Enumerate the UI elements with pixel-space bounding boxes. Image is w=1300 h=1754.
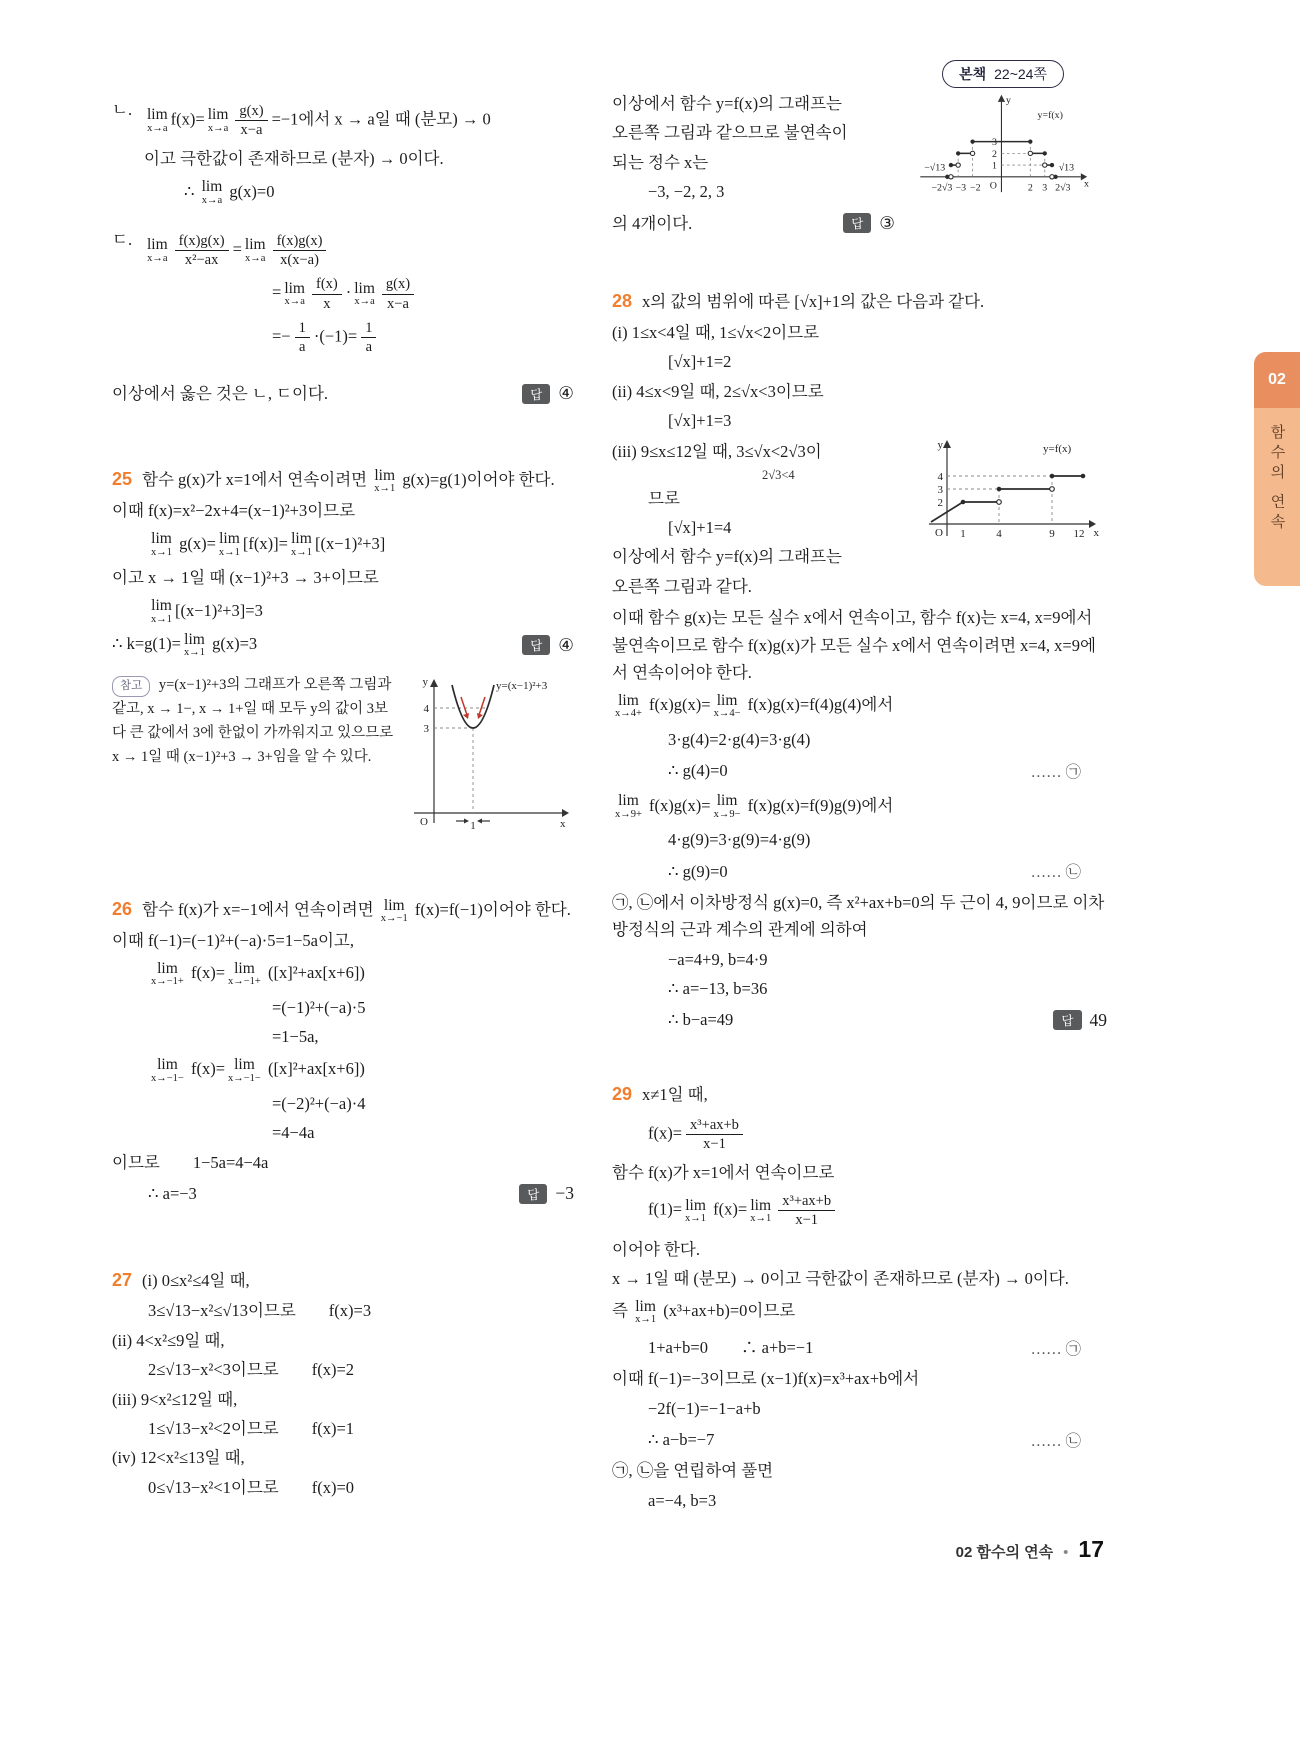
math-text: · (345, 282, 352, 302)
x-tick-9: 9 (1049, 528, 1055, 541)
limit-operator: lim x→a (354, 279, 375, 307)
case-text: (ii) 4≤x<9일 때, 2≤√x<3이므로 (612, 381, 824, 401)
limit-operator: lim x→1 (685, 1196, 707, 1224)
math-text: 3·g(4)=2·g(4)=3·g(4) (668, 729, 811, 749)
equation-tag: …… ㉡ (1030, 864, 1081, 882)
header-page-badge (942, 60, 1064, 88)
problem-intro (112, 465, 574, 495)
solution-text: 되는 정수 x는 (612, 152, 709, 172)
math-text: a=−4, b=3 (648, 1490, 717, 1510)
tagged-line (612, 755, 1107, 786)
fraction: $\frac{f(x)g(x)}{x(x-a)}$ (273, 232, 327, 269)
math-line (148, 531, 574, 559)
math-text: ∴ a−b=−7 (648, 1430, 715, 1450)
math-text: ∴ (184, 181, 199, 201)
math-text: ∴ b−a=49 (668, 1010, 734, 1030)
limit-operator: lim x→1 (635, 1298, 657, 1326)
limit-operator: lim x→−1− (151, 1056, 184, 1084)
case-result: [√x]+1=4 (668, 518, 732, 537)
limit-operator: lim x→9+ (615, 792, 642, 820)
fraction: $\frac{\text{x³+ax+b}}{x-1}$ (778, 1192, 835, 1229)
math-line (112, 631, 257, 659)
math-text: ∴ g(9)=0 (668, 861, 728, 881)
problem-intro (612, 1080, 1107, 1110)
y-axis-label: y (422, 675, 428, 688)
math-text: [f(x)]= (242, 533, 288, 553)
math-line (612, 793, 1107, 821)
case-result: 1≤√13−x²<2이므로 f(x)=1 (148, 1418, 355, 1438)
answer-badge: 답 (519, 1184, 547, 1204)
problem-27 (112, 1266, 574, 1502)
x-tick-2: 2 (1027, 182, 1033, 194)
fraction: $\frac{f(x)}{x}$ (312, 275, 342, 312)
axes (414, 679, 569, 823)
math-text: f(1)= (648, 1199, 683, 1219)
solution-text: x → 1일 때 (분모) → 0이고 극한값이 존재하므로 (분자) → 0이다. (612, 1268, 1069, 1288)
math-line (612, 1298, 1107, 1326)
math-text: ∴ a=−3 (148, 1184, 197, 1204)
right-column (612, 88, 1107, 1516)
problem-26 (112, 895, 574, 1210)
y-tick-3: 3 (423, 722, 429, 735)
answer-line (612, 1004, 1107, 1035)
problem-29 (612, 1080, 1107, 1514)
math-text: f(x)g(x)=f(9)g(9)에서 (743, 795, 894, 815)
x-tick-2sqrt3: 2√3 (1055, 182, 1071, 194)
answer-badge: 답 (522, 635, 550, 655)
fraction: $\frac{g(x)}{x-a}$ (235, 102, 267, 139)
limit-operator: lim x→−1+ (228, 959, 261, 988)
math-text: =− (272, 326, 291, 346)
item-marker: ㄷ. (112, 230, 133, 250)
case-result: [√x]+1=2 (668, 352, 732, 372)
problem-number: 29 (612, 1083, 633, 1104)
case-3-with-graph (612, 436, 1107, 602)
answer-line (112, 1178, 574, 1209)
note-text: y=(x−1)²+3의 그래프가 오른쪽 그림과 같고, x → 1−, x → 1+일 때 모두 y의 값이 3보다 큰 값에서 3에 한없이 가까워지고 있으므로 x → 1일 때 (x−1)²+3 → 3+임을 알 수 있다. (112, 676, 394, 766)
math-text: −3, −2, 2, 3 (648, 182, 725, 202)
reference-note (112, 673, 574, 835)
note-text-block (112, 673, 402, 835)
y-tick-2: 2 (991, 148, 997, 160)
chapter-side-tab (1254, 352, 1300, 586)
limit-operator: lim x→−1− (228, 1056, 261, 1084)
case-text: (iv) 12<x²≤13일 때, (112, 1448, 245, 1468)
curve-label: y=f(x) (1037, 110, 1063, 122)
answer-line (612, 208, 895, 239)
math-text: =−1에서 x → a일 때 (분모) → 0 (271, 109, 491, 129)
solution-text: 이상에서 함수 y=f(x)의 그래프는 (612, 547, 842, 567)
solution-text: 오른쪽 그림과 같다. (612, 576, 752, 596)
case-result: 0≤√13−x²<1이므로 f(x)=0 (148, 1477, 355, 1497)
math-text: ([x]²+ax[x+6]) (263, 1059, 365, 1079)
answer-badge: 답 (1053, 1010, 1081, 1030)
math-text: f(x)= (170, 109, 205, 129)
tagged-line (612, 856, 1107, 887)
x-axis-label: x (1084, 178, 1089, 190)
x-tick-neg-sqrt13: −√13 (924, 162, 946, 174)
x-tick-sqrt13: √13 (1058, 162, 1075, 174)
math-text: f(x)= (186, 963, 226, 983)
solution-text: ㉠, ㉡을 연립하여 풀면 (612, 1461, 774, 1481)
limit-operator: lim x→a (201, 178, 223, 206)
answer (519, 1183, 574, 1204)
math-text: −a=4+9, b=4·9 (668, 949, 768, 969)
step-segments (931, 474, 1085, 522)
chapter-number: 02 (1254, 352, 1300, 408)
solution-text: 의 4개이다. (612, 213, 693, 233)
answer-value: ③ (879, 212, 895, 233)
equation-tag: …… ㉠ (1030, 1340, 1081, 1358)
solution-text: 오른쪽 그림과 같으므로 불연속이 (612, 123, 848, 143)
solution-text: 이때 함수 g(x)는 모든 실수 x에서 연속이고, 함수 f(x)는 x=4, x=9에서 불연속이므로 함수 f(x)g(x)가 모든 실수 x에서 연속이려면 x=4, x=9에서 연속이어야 한다. (612, 608, 1096, 682)
parabola-graph (402, 673, 574, 835)
problem-28 (612, 287, 1107, 1036)
item-marker: ㄴ. (112, 100, 133, 119)
answer (1053, 1010, 1107, 1031)
math-text: 4·g(9)=3·g(9)=4·g(9) (668, 830, 811, 850)
solution-text: 이어야 한다. (612, 1239, 700, 1259)
intro-text: 함수 f(x)가 x=−1에서 연속이려면 (142, 899, 378, 919)
chapter-title-vertical: 함수의 연속 (1268, 424, 1286, 534)
case-text: (ii) 4<x²≤9일 때, (112, 1330, 225, 1350)
origin-label: O (420, 815, 428, 828)
footer-separator: • (1063, 1544, 1069, 1561)
answer-badge: 답 (522, 384, 550, 404)
math-text: g(x)=3 (207, 634, 258, 654)
case-result: 2≤√13−x²<3이므로 f(x)=2 (148, 1360, 355, 1380)
math-text: 즉 (612, 1301, 633, 1321)
answer-value: ④ (558, 634, 574, 655)
math-text: g(x)= (175, 533, 216, 553)
limit-operator: lim x→−1+ (151, 959, 184, 988)
math-line (648, 1192, 1107, 1229)
curve-label: y=(x−1)²+3 (496, 679, 548, 692)
solution-text: 이때 f(x)=x²−2x+4=(x−1)²+3이므로 (112, 501, 356, 521)
problem-25 (112, 465, 574, 834)
math-text: f(x)= (709, 1199, 748, 1219)
limit-operator: lim x→4+ (615, 692, 642, 720)
problem-number: 25 (112, 469, 133, 490)
case-text: 므로 (648, 488, 680, 508)
math-text: g(x)=0 (225, 181, 275, 201)
x-tick-neg-2: −2 (970, 182, 981, 194)
limit-operator: lim x→a (207, 106, 229, 134)
answer (522, 635, 574, 656)
x-tick-12: 12 (1073, 528, 1085, 541)
problem-24-conclusion (612, 88, 1107, 239)
page-footer (956, 1536, 1104, 1563)
case-result: [√x]+1=3 (668, 410, 732, 430)
limit-operator: lim x→1 (750, 1196, 772, 1224)
answer-value: ④ (558, 383, 574, 404)
math-text: ∴ a=−13, b=36 (668, 979, 768, 999)
math-text: =(−2)²+(−a)·4 (272, 1094, 366, 1114)
limit-operator: lim x→1 (290, 530, 312, 558)
math-text: =(−1)²+(−a)·5 (272, 997, 366, 1017)
answer-value: 49 (1089, 1009, 1107, 1030)
math-line (648, 1116, 1107, 1153)
math-text: =4−4a (272, 1123, 315, 1143)
y-tick-1: 1 (991, 160, 997, 172)
limit-operator: lim x→1 (151, 597, 172, 625)
math-text: (x³+ax+b)=0이므로 (659, 1301, 796, 1321)
intro-text: x의 값의 범위에 따른 [√x]+1의 값은 다음과 같다. (642, 291, 985, 311)
answer-value: −3 (555, 1183, 574, 1204)
y-axis-label: y (937, 439, 943, 452)
x-tick-1: 1 (470, 819, 476, 832)
math-text: f(x)g(x)= (644, 695, 711, 715)
math-line (612, 692, 1107, 720)
x-tick-1: 1 (960, 528, 966, 541)
math-text: f(x)= (648, 1123, 683, 1143)
x-tick-3: 3 (1042, 182, 1048, 194)
math-text: = (232, 239, 242, 259)
math-line (272, 275, 574, 312)
solution-text: 함수 f(x)가 x=1에서 연속이므로 (612, 1162, 835, 1182)
math-text: ∴ k=g(1)= (112, 634, 181, 654)
math-line (148, 960, 574, 988)
solution-text: 이때 f(−1)=−3이므로 (x−1)f(x)=x³+ax+b에서 (612, 1369, 920, 1389)
note-badge: 참고 (112, 676, 150, 697)
limit-operator: lim x→1 (183, 631, 205, 659)
math-text: =1−5a, (272, 1027, 319, 1047)
math-line (148, 1056, 574, 1084)
y-tick-4: 4 (423, 702, 429, 715)
step-function-graph-24 (895, 88, 1107, 216)
math-text: 1+a+b=0 ∴ a+b=−1 (648, 1337, 814, 1357)
case-text: (i) 0≤x²≤4일 때, (142, 1270, 250, 1290)
fraction: $\frac{g(x)}{x-a}$ (382, 275, 414, 312)
answer-line (112, 631, 574, 659)
problem-intro (112, 895, 574, 925)
limit-operator: lim x→a (147, 236, 168, 264)
fraction: $\frac{f(x)g(x)}{\text{x²−ax}}$ (175, 232, 229, 269)
footer-chapter: 02 함수의 연속 (955, 1544, 1054, 1561)
origin-label: O (935, 527, 943, 540)
answer-badge: 답 (843, 213, 871, 233)
x-axis-label: x (1093, 527, 1099, 540)
y-tick-3: 3 (937, 484, 943, 497)
limit-operator: lim x→1 (151, 530, 172, 558)
intro-text: g(x)=g(1)이어야 한다. (398, 470, 555, 490)
case-result: 3≤√13−x²≤√13이므로 f(x)=3 (148, 1301, 372, 1321)
step-function-graph-28 (917, 436, 1107, 548)
intro-text: f(x)=f(−1)이어야 한다. (410, 899, 571, 919)
solution-text: ㉠, ㉡에서 이차방정식 g(x)=0, 즉 x²+ax+b=0의 두 근이 4, 9이므로 이차방정식의 근과 계수의 관계에 의하여 (612, 892, 1105, 940)
x-tick-neg-3: −3 (955, 182, 967, 194)
limit-operator: lim x→−1 (380, 896, 408, 924)
fraction: $\frac{1}{a}$ (361, 319, 376, 356)
summary-text: 이상에서 옳은 것은 ㄴ, ㄷ이다. (112, 383, 329, 403)
footer-page-number: 17 (1078, 1536, 1104, 1562)
math-text: [(x−1)²+3] (314, 533, 386, 553)
answer-line (112, 378, 574, 409)
math-line (184, 179, 574, 207)
x-axis-label: x (560, 817, 566, 830)
parabola-curve (452, 685, 494, 728)
limit-operator: lim x→a (284, 279, 305, 307)
math-text: ([x]²+ax[x+6]) (263, 963, 365, 983)
limit-operator: lim x→a (147, 106, 168, 134)
y-axis-label: y (1005, 94, 1011, 106)
left-column (112, 96, 574, 1503)
problem-number: 28 (612, 290, 633, 311)
solution-item-d (112, 226, 574, 362)
math-text: −2f(−1)=−1−a+b (648, 1398, 761, 1418)
math-text: ∴ g(4)=0 (668, 761, 728, 781)
solution-text: 이때 f(−1)=(−1)²+(−a)·5=1−5a이고, (112, 930, 354, 950)
y-tick-4: 4 (937, 471, 943, 484)
math-text: 이므로 1−5a=4−4a (112, 1152, 269, 1172)
y-tick-3: 3 (991, 137, 997, 149)
header-badge-pages: 22~24쪽 (994, 66, 1047, 82)
equation-tag: …… ㉡ (1030, 1432, 1081, 1450)
origin-label: O (989, 180, 997, 192)
answer (522, 383, 574, 404)
limit-operator: lim x→4− (713, 692, 741, 720)
math-text: f(x)= (186, 1059, 226, 1079)
problem-number: 26 (112, 898, 133, 919)
math-text: ·(−1)= (313, 326, 358, 346)
fraction: $\frac{\text{x³+ax+b}}{x-1}$ (686, 1116, 743, 1153)
tagged-line (612, 1332, 1107, 1363)
intro-text: 함수 g(x)가 x=1에서 연속이려면 (142, 470, 372, 490)
math-text: = (272, 282, 282, 302)
math-line (148, 598, 574, 626)
limit-operator: lim x→1 (218, 530, 240, 558)
limit-operator: lim x→a (244, 236, 266, 264)
intro-text: x≠1일 때, (642, 1084, 708, 1104)
fraction: $\frac{1}{a}$ (295, 319, 310, 356)
math-line (272, 319, 574, 356)
math-line (144, 102, 574, 139)
answer (843, 213, 895, 234)
solution-text: 이고 극한값이 존재하므로 (분자) → 0이다. (144, 149, 444, 169)
x-tick-4: 4 (996, 528, 1002, 541)
math-text: f(x)g(x)= (644, 795, 711, 815)
limit-operator: lim x→1 (374, 467, 396, 495)
problem-intro (612, 287, 1107, 317)
tagged-line (612, 1424, 1107, 1455)
equation-tag: …… ㉠ (1030, 763, 1081, 781)
solution-item-n (112, 96, 574, 212)
problem-number: 27 (112, 1269, 133, 1290)
problem-intro (112, 1266, 574, 1296)
y-tick-2: 2 (937, 497, 943, 510)
header-badge-label: 본책 (959, 66, 987, 82)
case-text: (iii) 9<x²≤12일 때, (112, 1389, 238, 1409)
case-text: (i) 1≤x<4일 때, 1≤√x<2이므로 (612, 322, 820, 342)
math-line (144, 232, 574, 269)
math-text: [(x−1)²+3]=3 (175, 600, 263, 620)
math-text: f(x)g(x)=f(4)g(4)에서 (743, 695, 894, 715)
x-tick-neg-2sqrt3: −2√3 (931, 182, 953, 194)
limit-operator: lim x→9− (713, 792, 741, 820)
curve-label: y=f(x) (1043, 443, 1072, 456)
solution-text: 이고 x → 1일 때 (x−1)²+3 → 3+이므로 (112, 568, 379, 588)
solution-text: 이상에서 함수 y=f(x)의 그래프는 (612, 94, 842, 113)
case-text: (iii) 9≤x≤12일 때, 3≤√x<2√3이 (612, 442, 822, 462)
side-note: 2√3<4 (762, 467, 795, 482)
